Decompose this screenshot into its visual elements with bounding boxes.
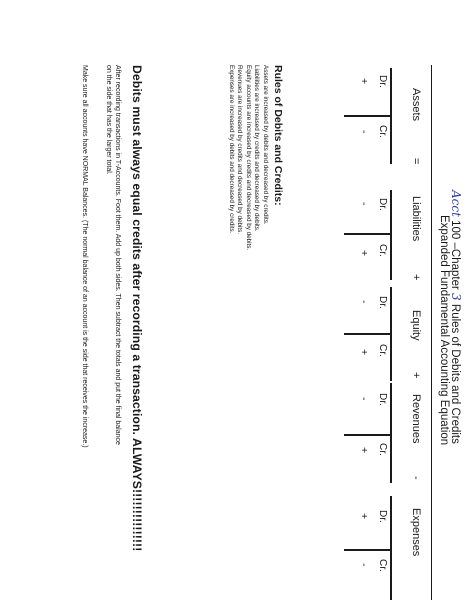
term-equity: Equity (410, 310, 422, 341)
liabilities-debit-label: Dr. (377, 198, 388, 211)
operator-equals: = (410, 158, 422, 165)
t-account-revenues-stem (344, 434, 392, 436)
debits-equal-credits-statement: Debits must always equal credits after recording a transaction. ALWAYS!!!!!!!!!!!!!!! (130, 65, 144, 552)
equity-credit-sign: + (358, 349, 370, 356)
handwritten-chapter: 3 (449, 293, 463, 301)
t-account-expenses-stem (344, 549, 392, 551)
assets-credit-sign: - (358, 130, 370, 134)
operator-plus-2: + (410, 372, 422, 379)
instruction-line-1: After recording transactions in T-Accounts. Foot them. Add up both sides. Then subtract the totals and put the final balance (114, 65, 121, 445)
t-account-expenses-top (391, 496, 393, 600)
rule-equity: Equity accounts are increased by credits and decreased by debits. (244, 65, 252, 251)
instructions-block (103, 65, 122, 445)
course-number: 100 –Chapter (449, 220, 461, 290)
rule-expenses: Expenses are increased by debits and decreased by credits. (227, 65, 235, 234)
assets-credit-label: Cr. (377, 125, 388, 138)
rule-assets: Assets are increased by debits and decreased by credits. (262, 65, 269, 225)
equity-debit-sign: - (358, 300, 370, 304)
expenses-debit-sign: + (358, 513, 370, 520)
normal-balance-note: Make sure all accounts have NORMAL Balances. (The normal balance of an account is the side that receives the increase.) (81, 65, 88, 448)
revenues-debit-sign: - (358, 397, 370, 401)
revenues-credit-sign: + (358, 447, 370, 454)
t-account-liabilities-top (391, 190, 393, 280)
assets-debit-label: Dr. (377, 75, 388, 88)
expenses-credit-sign: - (358, 563, 370, 567)
operator-plus-1: + (410, 274, 422, 281)
liabilities-credit-sign: + (358, 250, 370, 257)
title-rest: Rules of Debits and Credits (449, 303, 461, 444)
instruction-line-2: on the side that has the larger total. (104, 65, 112, 175)
term-expenses: Expenses (410, 508, 422, 557)
revenues-debit-label: Dr. (377, 393, 388, 406)
t-account-liabilities-stem (344, 233, 392, 235)
t-account-equity-stem (344, 333, 392, 335)
term-revenues: Revenues (410, 394, 422, 444)
assets-debit-sign: + (358, 78, 370, 85)
rule-revenues: Revenues are increased by credits and decreased by debits. (236, 65, 244, 235)
expenses-credit-label: Cr. (377, 559, 388, 572)
top-rule (431, 65, 432, 600)
liabilities-debit-sign: - (358, 202, 370, 206)
equity-credit-label: Cr. (377, 344, 388, 357)
expenses-debit-label: Dr. (377, 510, 388, 523)
term-liabilities: Liabilities (410, 196, 422, 242)
revenues-credit-label: Cr. (377, 443, 388, 456)
t-account-assets-stem (344, 115, 392, 117)
operator-minus: - (410, 476, 422, 480)
t-account-revenues-top (391, 383, 393, 483)
rules-list (226, 65, 269, 250)
liabilities-credit-label: Cr. (377, 244, 388, 257)
rule-liabilities: Liabilities are increased by credits and decreased by debits. (253, 65, 261, 232)
page-subtitle: Expanded Fundamental Accounting Equation (438, 215, 450, 446)
equity-debit-label: Dr. (377, 296, 388, 309)
term-assets: Assets (410, 88, 422, 122)
rules-heading: Rules of Debits and Credits: (272, 65, 284, 206)
handwritten-course: Acct (449, 190, 463, 217)
page-title (449, 190, 463, 444)
